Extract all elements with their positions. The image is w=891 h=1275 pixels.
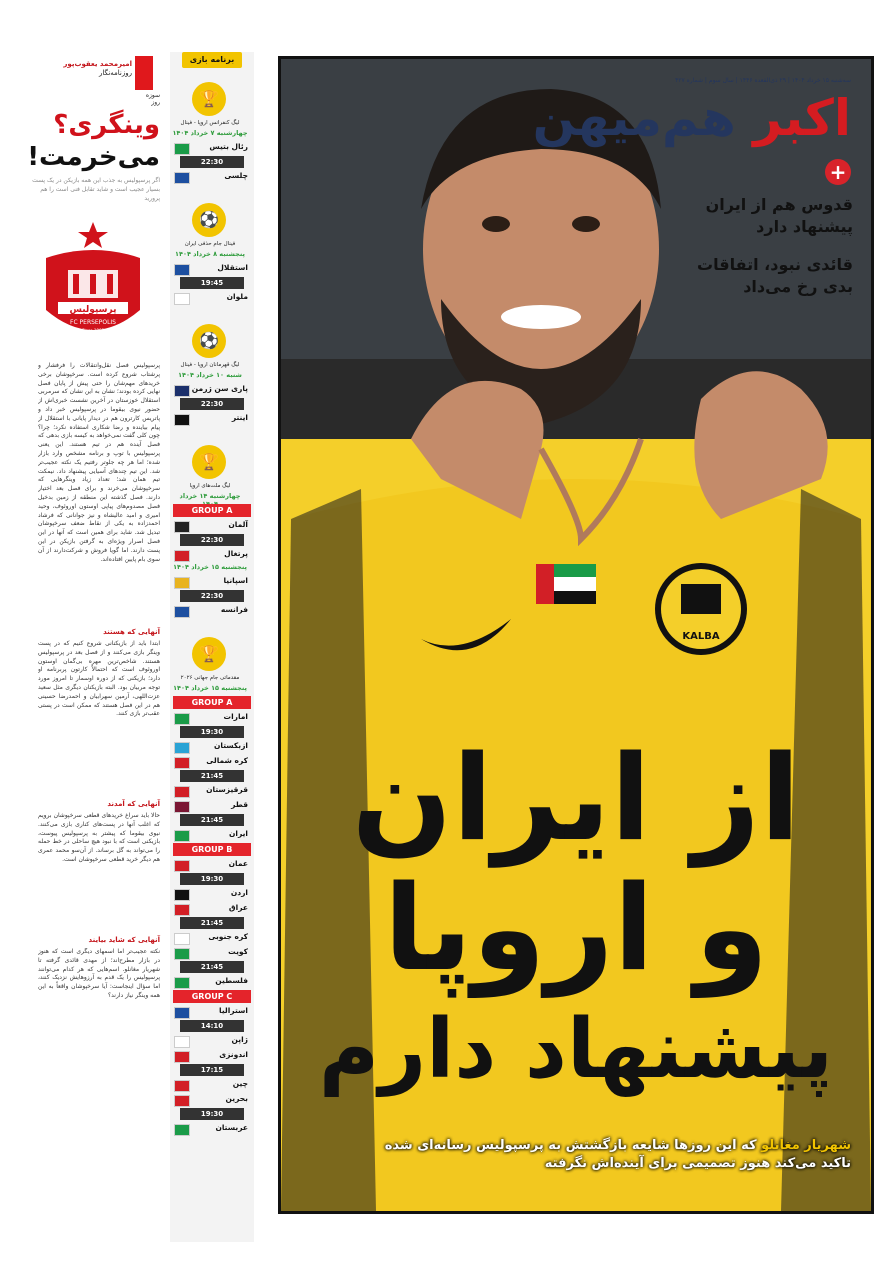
side-news-2-line-1: قائدی نبود، اتفاقات xyxy=(697,255,853,274)
block-4-group-b: GROUP B xyxy=(173,843,251,856)
schedule-title: برنامه بازی xyxy=(182,52,242,68)
team-flag-icon xyxy=(174,577,190,589)
block-3-time: 22:30 xyxy=(180,590,244,602)
team-flag-icon xyxy=(174,977,190,989)
block-4-trophy-icon: 🏆 xyxy=(192,637,226,671)
team-flag-icon xyxy=(174,1007,190,1019)
block-4-c-time: 14:10 xyxy=(180,1020,244,1032)
block-3-date: پنجشنبه ۱۵ خرداد ۱۴۰۴ xyxy=(173,563,247,571)
masthead-edition: اکبر xyxy=(753,89,851,147)
block-3-team xyxy=(172,604,252,618)
block-4-b-time: 19:30 xyxy=(180,873,244,885)
block-2-trophy-icon: ⚽ xyxy=(192,324,226,358)
team-flag-icon xyxy=(174,1095,190,1107)
block-4-group-c: GROUP C xyxy=(173,990,251,1003)
main-title-line-3: پیشنهاد دارم xyxy=(318,1002,834,1097)
block-0-team xyxy=(172,141,252,155)
masthead xyxy=(331,83,851,153)
persepolis-logo xyxy=(38,218,148,350)
team-flag-icon xyxy=(174,786,190,798)
team-name: ایران xyxy=(228,829,248,838)
main-title-line-2: و اروپا xyxy=(383,859,769,997)
team-name: فلسطین xyxy=(215,976,248,985)
team-name: عراق xyxy=(228,903,248,912)
block-4-b-team xyxy=(172,858,252,872)
team-name: قطر xyxy=(231,800,248,809)
article-body-3: حالا باید سراغ خریدهای قطعی سرخپوشان برویم که اغلب آنها در پست‌های کناری بازی می‌کنند. نیوی بیقوما که پیشتر به پرسپولیس پیوست، بازیکنی است که با نبود هیچ ساحلی در خط حمله را می‌تواند به گل برساند. از آن‌سو محمد عمری هم دیگر خرید قطعی سرخپوشان است. xyxy=(38,812,160,863)
block-4-team xyxy=(172,799,252,813)
logo-text: پرسپولیس xyxy=(69,305,117,315)
block-3-time: 22:30 xyxy=(180,534,244,546)
team-flag-icon xyxy=(174,742,190,754)
block-4-b-time: 21:45 xyxy=(180,917,244,929)
block-2-competition: لیگ قهرمانان اروپا - فینال xyxy=(180,362,240,368)
team-name: چلسی xyxy=(224,171,248,180)
subhead-3: آنهایی که شاید بیایند xyxy=(88,936,160,944)
team-name: استرالیا xyxy=(219,1006,248,1015)
team-name: قرقیزستان xyxy=(206,785,248,794)
block-0-time: 22:30 xyxy=(180,156,244,168)
cover-poster xyxy=(278,56,874,1214)
team-flag-icon xyxy=(174,1036,190,1048)
block-3-team xyxy=(172,548,252,562)
team-flag-icon xyxy=(174,1124,190,1136)
block-4-c-team xyxy=(172,1093,252,1107)
team-name: اسپانیا xyxy=(223,576,248,585)
team-flag-icon xyxy=(174,143,190,155)
article-body-1: پرسپولیس فصل نقل‌وانتقالات را فرفشار و پرشتاب شروع کرده است. سرخپوشان برخی خریدهای مهم‌شان را حتی پیش از پایان فصل نهایی کرده بودند؛ نشان به این نشان که سرمربی استقلال خوزستان در آخرین نشست خبری‌اش از حضور نیوی بیقوما در پرسپولیس خبر داد و پاتریس کارترون هم در دیدار پایانی با استقلال از پیام بیاینده و رضا شکاری استفاده نکرد؛ چرا؟ چون کلی گفت نمی‌خواهد به کیسه بازی بدهی که فصل آینده هم در تیم هستند. این یعنی پرسپولیس با توپ و برنامه مشخص وارد بازار شده؛ اما هر چه جلوتر رفتیم یک نکته عجیب‌تر شد. این تیم چندهای آسیایی پیشنهاد داد. نیمکت تیم همان شد؛ تعداد زیاد وینگرهایی که سرخپوشان می‌خرند و برای فصل بعد اختیار دارند. فصل گذشته این منطقه از زمین بدخیل فصل مصدوم‌های پیاپی اوستون اوروئوف، وحید امیری و امید عالیشاه و نیز جوانانی که فرشاد احمدزاده به یکی از نقاط ضعف سرخپوشان تبدیل شد. شاید برای همین است که آنها در این فصل اصرار ویژه‌ای به گرفتن بازیکن در این پست دارند. اما گویا فروش و شرکت‌دارند از آن سوی بام پایین افتاده‌اند. xyxy=(38,362,160,563)
block-4-team xyxy=(172,711,252,725)
side-news-1 xyxy=(653,194,853,238)
logo-sub: FC PERSEPOLIS xyxy=(70,319,116,326)
team-name: استقلال xyxy=(217,263,248,272)
team-name: فرانسه xyxy=(220,605,248,614)
block-4-b-team xyxy=(172,975,252,989)
team-flag-icon xyxy=(174,606,190,618)
author-name: امیرمحمد یعقوب‌پور xyxy=(63,60,132,68)
team-name: پاری سن ژرمن xyxy=(191,384,248,393)
article-intro: اگر پرسپولیس به جذب این همه بازیکن در یک پست بسیار عجیب است و شاید تقابل فنی است را هم پرورید xyxy=(32,177,160,202)
team-name: رئال بتیس xyxy=(209,142,248,151)
block-1-date: پنجشنبه ۸ خرداد ۱۴۰۴ xyxy=(175,250,245,258)
block-3-competition: لیگ ملت‌های اروپا xyxy=(189,483,231,489)
team-name: کره جنوبی xyxy=(208,932,248,941)
team-name: عربستان xyxy=(215,1123,248,1132)
block-4-date: پنجشنبه ۱۵ خرداد ۱۴۰۴ xyxy=(173,684,247,692)
schedule-body xyxy=(170,74,254,1242)
block-4-team xyxy=(172,740,252,754)
team-name: اندونزی xyxy=(219,1050,248,1059)
team-flag-icon xyxy=(174,860,190,872)
article-body-2: ابتدا باید از بازیکنانی شروع کنیم که در پست وینگر بازی می‌کنند و از فصل بعد در پرسپولیس هستند. شاخص‌ترین مهره بی‌گمان اوستون اوروئوف است که احتمالاً کارتون پربرنامه او دارد؛ بازیکنی که از دوره اوسمار تا امروز مورد توجه مربیان بود. البته بازیکنان دیگری مثل سعید عزت‌اللهی، آرمین سهرابیان و احمدرضا حسینی هم در این فصل هستند که ممکن است در پستی عقب‌تر بازی کنند. xyxy=(38,640,160,718)
team-flag-icon xyxy=(174,293,190,305)
block-4-c-team xyxy=(172,1034,252,1048)
team-flag-icon xyxy=(174,414,190,426)
cover-caption xyxy=(301,1137,851,1173)
block-0-competition: لیگ کنفرانس اروپا - فینال xyxy=(180,120,240,126)
team-name: ژاپن xyxy=(231,1035,248,1044)
team-flag-icon xyxy=(174,933,190,945)
block-1-time: 19:45 xyxy=(180,277,244,289)
block-2-date: شنبه ۱۰ خرداد ۱۴۰۴ xyxy=(178,371,242,379)
team-name: عمان xyxy=(228,859,248,868)
side-news-1-line-1: قدوس هم از ایران xyxy=(705,195,853,214)
caption-line-2: تاکید می‌کند هنوز تصمیمی برای آینده‌اش نگرفته xyxy=(544,1156,851,1171)
block-4-c-team xyxy=(172,1005,252,1019)
team-flag-icon xyxy=(174,550,190,562)
block-4-b-team xyxy=(172,946,252,960)
block-4-b-team xyxy=(172,931,252,945)
article-headline-2: می‌خرمت! xyxy=(27,142,160,172)
team-flag-icon xyxy=(174,1051,190,1063)
team-flag-icon xyxy=(174,830,190,842)
block-4-competition: مقدماتی جام جهانی ۲۰۲۶ xyxy=(180,675,240,681)
block-4-time: 19:30 xyxy=(180,726,244,738)
block-4-team xyxy=(172,828,252,842)
team-name: اینتر xyxy=(231,413,248,422)
block-3-date: چهارشنبه ۱۴ خرداد xyxy=(179,492,241,500)
block-4-c-team xyxy=(172,1122,252,1136)
team-flag-icon xyxy=(174,521,190,533)
masthead-name: هم‌میهن xyxy=(532,89,736,147)
side-news-2 xyxy=(653,254,853,298)
block-2-team xyxy=(172,412,252,426)
left-column xyxy=(0,0,165,1275)
block-4-b-team xyxy=(172,887,252,901)
subhead-1: آنهایی که هستند xyxy=(103,628,160,636)
team-flag-icon xyxy=(174,904,190,916)
dateline: سه‌شنبه ۱۵ خرداد ۱۴۰۴ | ۲۹ ذی‌القعده ۱۴۴۶ | سال سوم | شماره ۴۲۷ xyxy=(675,77,851,84)
block-0-trophy-icon: 🏆 xyxy=(192,82,226,116)
medical-cross-icon: + xyxy=(825,159,851,185)
block-0-team xyxy=(172,170,252,184)
block-4-time: 21:45 xyxy=(180,814,244,826)
team-flag-icon xyxy=(174,1080,190,1092)
team-flag-icon xyxy=(174,889,190,901)
block-4-time: 21:45 xyxy=(180,770,244,782)
block-4-c-team xyxy=(172,1078,252,1092)
team-name: پرتغال xyxy=(224,549,248,558)
team-name: بحرین xyxy=(225,1094,248,1103)
team-name: اردن xyxy=(230,888,248,897)
article-body-4: نکته عجیب‌تر اما اسمهای دیگری است که هنوز در بازار مطرح‌اند؛ از مهدی قائدی گرفته تا شهریار مغانلو. اسم‌هایی که هر کدام می‌توانند پرسپولیس را یک قدم به آرزوهایش نزدیک کنند، اما سؤال اینجاست: آیا سرخپوشان واقعاً به این همه وینگر نیاز دارند؟ xyxy=(38,948,160,999)
team-name: کویت xyxy=(228,947,248,956)
block-4-c-team xyxy=(172,1049,252,1063)
block-1-trophy-icon: ⚽ xyxy=(192,203,226,237)
block-2-team xyxy=(172,383,252,397)
team-name: امارات xyxy=(223,712,248,721)
block-1-team xyxy=(172,291,252,305)
block-3-trophy-icon: 🏆 xyxy=(192,445,226,479)
main-title-line-1: از ایران xyxy=(351,729,801,867)
caption-line-1: که این روزها شایعه بازگشتش به پرسپولیس رسانه‌ای شده xyxy=(384,1138,757,1153)
team-name: ازبکستان xyxy=(214,741,248,750)
match-schedule xyxy=(170,52,254,1242)
team-name: ملوان xyxy=(226,292,248,301)
team-flag-icon xyxy=(174,948,190,960)
team-flag-icon xyxy=(174,713,190,725)
section-label: سوزه روز xyxy=(145,92,160,106)
block-2-time: 22:30 xyxy=(180,398,244,410)
block-4-team xyxy=(172,784,252,798)
jersey-badge-text: KALBA xyxy=(682,631,720,642)
article-headline-1: وینگری؟ xyxy=(53,110,160,140)
logo-year: Since 1963 xyxy=(81,328,105,333)
block-3-team xyxy=(172,519,252,533)
block-4-b-time: 21:45 xyxy=(180,961,244,973)
block-4-c-time: 19:30 xyxy=(180,1108,244,1120)
side-news-1-line-2: پیشنهاد دارد xyxy=(756,217,853,236)
side-news-2-line-2: بدی رخ می‌داد xyxy=(743,277,853,296)
block-4-b-team xyxy=(172,902,252,916)
team-flag-icon xyxy=(174,172,190,184)
author-line xyxy=(30,60,132,78)
subhead-2: آنهایی که آمدند xyxy=(107,800,160,808)
block-4-group-a: GROUP A xyxy=(173,696,251,709)
team-name: آلمان xyxy=(228,520,248,529)
team-flag-icon xyxy=(174,757,190,769)
block-3-group-a: GROUP A xyxy=(173,504,251,517)
block-0-date: چهارشنبه ۷ خرداد ۱۴۰۴ xyxy=(172,129,248,137)
block-1-competition: فینال جام حذفی ایران xyxy=(184,241,236,247)
block-1-team xyxy=(172,262,252,276)
block-4-c-time: 17:15 xyxy=(180,1064,244,1076)
block-3-team xyxy=(172,575,252,589)
section-badge xyxy=(135,56,153,90)
author-role: روزنامه‌نگار xyxy=(98,69,132,77)
team-flag-icon xyxy=(174,264,190,276)
caption-player-name: شهریار مغانلو xyxy=(761,1138,851,1153)
team-flag-icon xyxy=(174,385,190,397)
team-flag-icon xyxy=(174,801,190,813)
team-name: چین xyxy=(232,1079,248,1088)
block-4-team xyxy=(172,755,252,769)
team-name: کره شمالی xyxy=(206,756,248,765)
